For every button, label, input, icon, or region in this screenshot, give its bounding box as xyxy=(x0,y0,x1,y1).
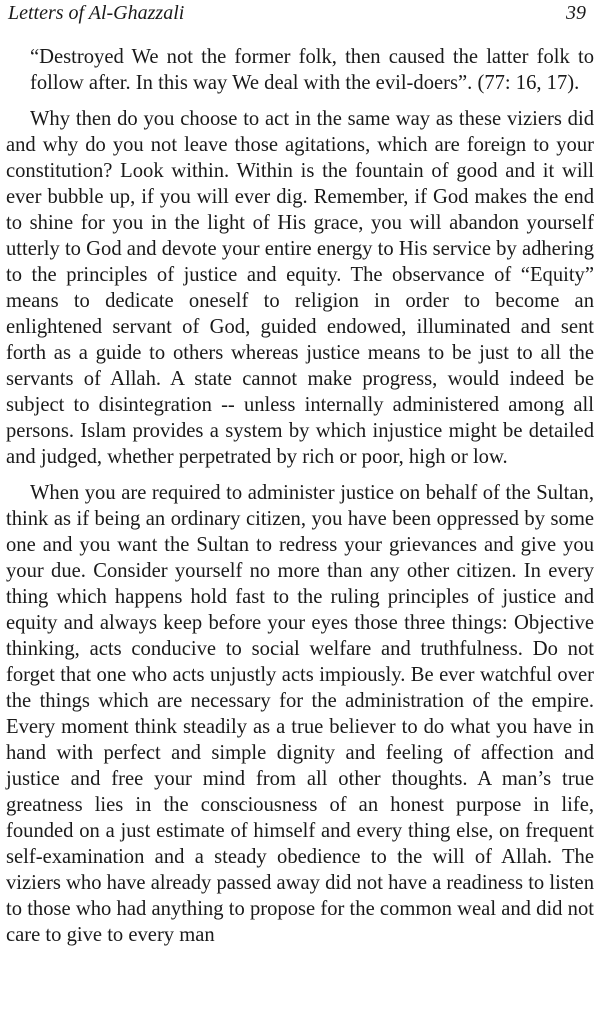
paragraph-1: Why then do you choose to act in the same way as these viziers did and why do you not leave those agitations, which are foreign to your constitution? Look within. Within is the fountain of good and it will ever bubble up, if you will ever dig. Remember, if God makes the end to shine for you in the light of His grace, you will abandon yourself utterly to God and devote your entire energy to His service by adhering to the principles of justice and equity. The observance of “Equity” means to dedicate oneself to religion in order to become an enlightened servant of God, guided endowed, illuminated and sent forth as a guide to others whereas justice means to be just to all the servants of Allah. A state cannot make progress, would indeed be subject to disintegration -- unless internally administered among all persons. Islam provides a system by which injustice might be detailed and judged, whether perpetrated by rich or poor, high or low. xyxy=(6,108,594,468)
paragraph-2: When you are required to administer justice on behalf of the Sultan, think as if being an ordinary citizen, you have been oppressed by some one and you want the Sultan to redress your grievances and give you your due. Consider yourself no more than any other citizen. In every thing which happens hold fast to the ruling principles of justice and equity and always keep before your eyes those three things: Objective thinking, acts conducive to social welfare and truthfulness. Do not forget that one who acts unjustly acts impiously. Be ever watchful over the things which are necessary for the administration of the empire. Every moment think steadily as a true believer to do what you have in hand with perfect and simple dignity and feeling of affection and justice and free your mind from all other thoughts. A man’s true greatness lies in the consciousness of an honest purpose in life, founded on a just estimate of himself and every thing else, on frequent self-examination and a steady obedience to the will of Allah. The viziers who have already passed away did not have a readiness to listen to those who had anything to propose for the common weal and did not care to give to every man xyxy=(6,482,594,946)
page-number: 39 xyxy=(566,2,586,24)
running-head: Letters of Al-Ghazzali xyxy=(8,2,185,24)
page-body xyxy=(6,44,594,948)
quranic-quote: “Destroyed We not the former folk, then caused the latter folk to follow after. In this way We deal with the evil-doers”. (77: 16, 17). xyxy=(30,46,594,94)
